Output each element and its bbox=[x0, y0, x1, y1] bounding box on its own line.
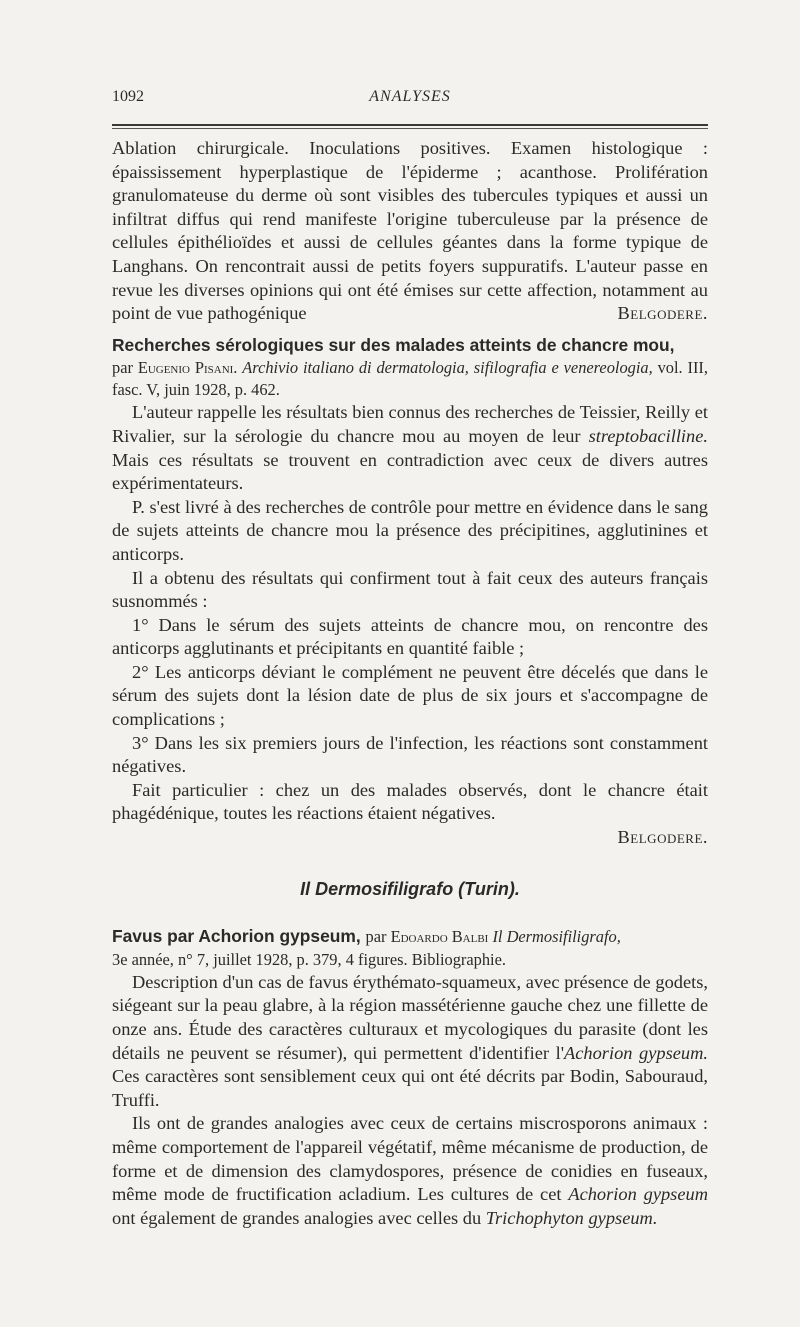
page-body bbox=[112, 137, 708, 1230]
article3-heading: Favus par Achorion gypseum, par Edoardo Balbi Il Dermosifiligrafo, bbox=[112, 926, 621, 947]
article2-title: Recherches sérologiques sur des malades atteints de chancre mou, bbox=[112, 334, 675, 355]
article2-paragraph-1: L'auteur rappelle les résultats bien connus des recherches de Teissier, Reilly et Rivalier, sur la sérologie du chancre mou au moyen de leur streptobacilline. Mais ces résultats se trouvent en contradiction avec ceux de divers autres expérimentateurs. bbox=[112, 402, 708, 494]
article2-paragraph-7: Fait particulier : chez un des malades observés, dont le chancre était phagédénique, toutes les réactions étaient négatives. bbox=[112, 779, 708, 824]
article2-journal: Archivio italiano di dermatologia, sifilografia e venereologia, bbox=[242, 358, 653, 378]
article1-signature: Belgodere. bbox=[617, 303, 708, 324]
journal-heading: Il Dermosifiligrafo (Turin). bbox=[300, 878, 520, 899]
article3-journal: Il Dermosifiligrafo, bbox=[492, 927, 621, 947]
article2-signature: Belgodere. bbox=[617, 827, 708, 848]
article2-reference: par Eugenio Pisani. Archivio italiano di dermatologia, sifilografia e venereologia, vol. III, fasc. V, juin 1928, p. 462. bbox=[112, 358, 708, 400]
article2-paragraph-4: 1° Dans le sérum des sujets atteints de chancre mou, on rencontre des anticorps agglutinants et précipitants en quantité faible ; bbox=[112, 614, 708, 659]
article2-paragraph-3: Il a obtenu des résultats qui confirment tout à fait ceux des auteurs français susnommés : bbox=[112, 567, 708, 612]
page-number: 1092 bbox=[112, 88, 144, 105]
article1-text: Ablation chirurgicale. Inoculations positives. Examen histologique : épaississement hyperplastique de l'épiderme ; acanthose. Prolifération granulomateuse du derme où sont visibles des tubercules typiques et aussi un infiltrat diffus qui rend manifeste l'origine tuberculeuse par la présence de cellules épithélioïdes et aussi de cellules géantes dans la forme typique de Langhans. On rencontrait aussi de petits foyers suppuratifs. L'auteur passe en revue les diverses opinions qui ont été émises sur cette affection, notamment au point de vue pathogénique Belgodere. bbox=[112, 137, 708, 326]
header-rule bbox=[112, 124, 708, 126]
article3-paragraph-1: Description d'un cas de favus érythémato-squameux, avec présence de godets, siégeant sur la peau glabre, à la région massétérienne gauche chez une fillette de onze ans. Étude des caractères culturaux et mycologiques du parasite (dont les détails ne peuvent se résumer), qui permettent d'identifier l'Achorion gypseum. Ces caractères sont sensiblement ceux qui ont été décrits par Bodin, Sabouraud, Truffi. bbox=[112, 971, 708, 1110]
article3-paragraph-2: Ils ont de grandes analogies avec ceux de certains miscrosporons animaux : même comportement de l'appareil végétatif, même mécanisme de production, de forme et de dimension des clamydospores, présence de conidies en fuseaux, même mode de fructification acladium. Les cultures de cet Achorion gypseum ont également de grandes analogies avec celles du Trichophyton gypseum. bbox=[112, 1113, 708, 1228]
article3-reference: 3e année, n° 7, juillet 1928, p. 379, 4 figures. Bibliographie. bbox=[112, 949, 506, 969]
article2-paragraph-2: P. s'est livré à des recherches de contrôle pour mettre en évidence dans le sang de sujets atteints de chancre mou la présence des précipitines, agglutinines et anticorps. bbox=[112, 496, 708, 564]
article2-paragraph-5: 2° Les anticorps déviant le complément ne peuvent être décelés que dans le sérum des sujets dont la lésion date de plus de six jours et s'accompagne de complications ; bbox=[112, 661, 708, 730]
page-header bbox=[112, 88, 708, 112]
article3-title: Favus par Achorion gypseum, bbox=[112, 926, 361, 947]
article2-author: Eugenio Pisani. bbox=[137, 358, 238, 378]
running-title: ANALYSES bbox=[369, 88, 451, 105]
article2-paragraph-6: 3° Dans les six premiers jours de l'infection, les réactions sont constamment négatives. bbox=[112, 732, 708, 777]
article3-author: Edoardo Balbi bbox=[390, 927, 489, 947]
header-rule-thin bbox=[112, 128, 708, 129]
